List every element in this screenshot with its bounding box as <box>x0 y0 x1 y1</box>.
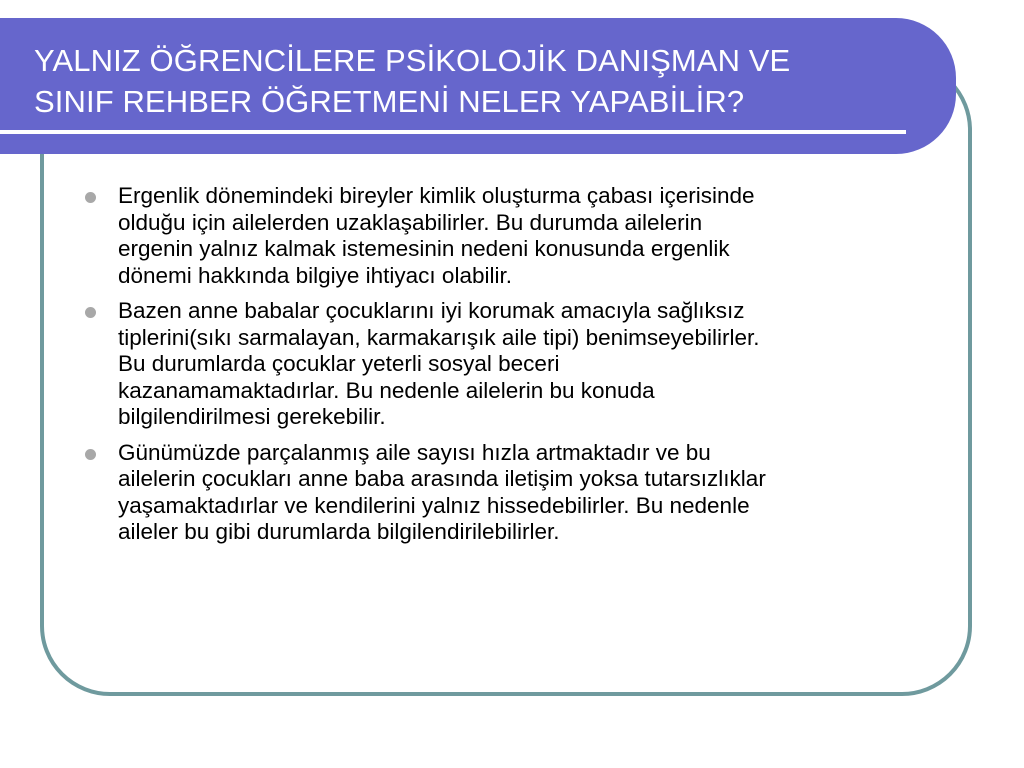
bullet-line: yaşamaktadırlar ve kendilerini yalnız hissedebilirler. Bu nedenle <box>118 492 750 518</box>
bullet-line: aileler bu gibi durumlarda bilgilendirilebilirler. <box>118 519 560 544</box>
bullet-line: ailelerin çocukları anne baba arasında iletişim yoksa tutarsızlıklar <box>118 466 766 491</box>
bullet-dot-icon <box>85 192 96 203</box>
bullet-line: olduğu için ailelerden uzaklaşabilirler. Bu durumda ailelerin <box>118 209 703 235</box>
title-bar <box>0 18 956 154</box>
bullet-list <box>84 183 944 555</box>
bullet-item-3 <box>84 440 944 546</box>
slide-title-line-2: SINIF REHBER ÖĞRETMENİ NELER YAPABİLİR? <box>34 84 745 119</box>
bullet-dot-icon <box>85 307 96 318</box>
slide-title-line-1: YALNIZ ÖĞRENCİLERE PSİKOLOJİK DANIŞMAN VE <box>34 43 791 78</box>
bullet-line: bilgilendirilmesi gerekebilir. <box>118 404 386 429</box>
bullet-line: kazanamamaktadırlar. Bu nedenle ailelerin bu konuda <box>118 377 655 403</box>
bullet-item-1 <box>84 183 944 289</box>
bullet-dot-icon <box>85 449 96 460</box>
bullet-line: Bazen anne babalar çocuklarını iyi korumak amacıyla sağlıksız <box>118 298 745 323</box>
bullet-line: ergenin yalnız kalmak istemesinin nedeni konusunda ergenlik <box>118 236 730 261</box>
bullet-item-2 <box>84 298 944 431</box>
bullet-line: Bu durumlarda çocuklar yeterli sosyal beceri <box>118 351 560 376</box>
bullet-line: Ergenlik dönemindeki bireyler kimlik oluşturma çabası içerisinde <box>118 183 755 208</box>
bullet-line: tiplerini(sıkı sarmalayan, karmakarışık aile tipi) benimseyebilirler. <box>118 324 760 350</box>
bullet-line: Günümüzde parçalanmış aile sayısı hızla artmaktadır ve bu <box>118 439 711 465</box>
bullet-line: dönemi hakkında bilgiye ihtiyacı olabilir. <box>118 262 512 288</box>
slide-title <box>34 40 914 122</box>
title-underline <box>0 130 906 134</box>
